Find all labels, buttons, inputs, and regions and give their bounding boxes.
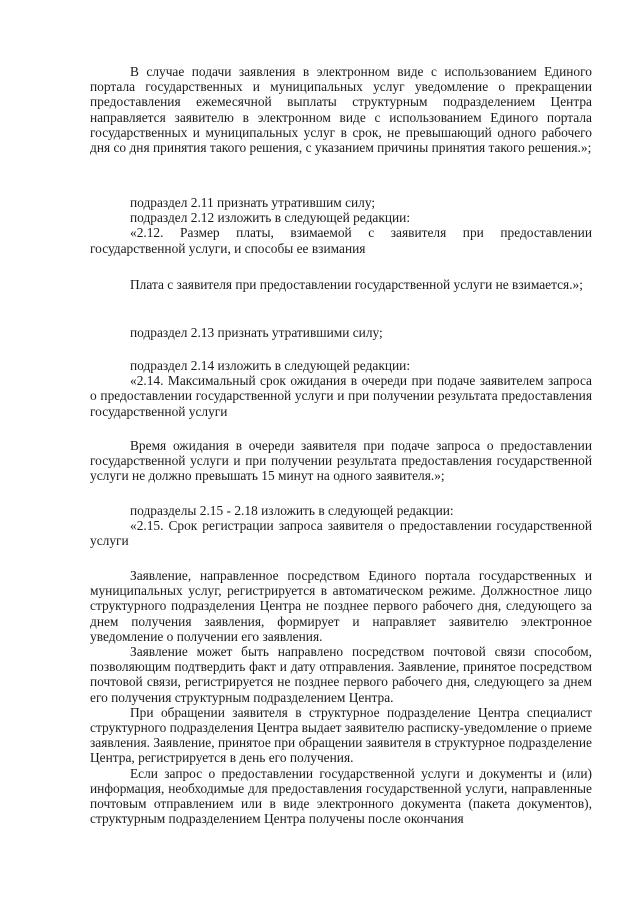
- paragraph-2-15-2-18-intro: подразделы 2.15 - 2.18 изложить в следующей редакции:: [130, 503, 454, 518]
- paragraph-registration-in-person: При обращении заявителя в структурное подразделение Центра специалист структурного подразделения Центра выдает заявителю расписку-уведомление о приеме заявления. Заявление, принятое при обращении заявителя в структурное подразделение Центра, регистрируется в день его получения.: [90, 704, 592, 766]
- paragraph-2-11-void: подраздел 2.11 признать утратившим силу;: [130, 195, 376, 210]
- section-2-14-block: [90, 358, 592, 419]
- paragraph-2-14-wait-time: Время ожидания в очереди заявителя при подаче запроса о предоставлении государственной услуги и при получении результата предоставления государственной услуги не должно превышать 15 минут на одного заявителя.»;: [90, 438, 592, 484]
- paragraph-2-12-fee: Плата с заявителя при предоставлении государственной услуги не взимается.»;: [130, 277, 583, 292]
- heading-2-12: «2.12. Размер платы, взимаемой с заявителя при предоставлении государственной услуги, и способы ее взимания: [90, 225, 592, 256]
- paragraph-registration-mail: Заявление может быть направлено посредством почтовой связи способом, позволяющим подтвердить факт и дату отправления. Заявление, принятое посредством почтовой связи, регистрируется не позднее первого рабочего дня, следующего за днем его получения структурным подразделением Центра.: [90, 644, 592, 705]
- heading-2-14: «2.14. Максимальный срок ожидания в очереди при подаче заявителем запроса о предоставлении государственной услуги и при получении результата предоставления государственной услуги: [90, 373, 592, 419]
- section-2-14-body-block: [90, 438, 592, 484]
- paragraph-2-12-intro: подраздел 2.12 изложить в следующей редакции:: [130, 210, 411, 226]
- section-2-15-body-block: [90, 568, 592, 826]
- section-2-12-body-block: [90, 277, 592, 292]
- paragraph-registration-portal: Заявление, направленное посредством Единого портала государственных и муниципальных услуг, регистрируется в автоматическом режиме. Должностное лицо структурного подразделения Центра не позднее первого рабочего дня, следующего за днем получения заявления, формирует и направляет заявителю электронное уведомление о получении его заявления.: [90, 568, 592, 644]
- section-2-11-2-12-block: [90, 195, 592, 256]
- paragraph-2-13-void: подраздел 2.13 признать утратившими силу;: [130, 325, 383, 340]
- section-2-13-block: [90, 325, 592, 340]
- paragraph-late-receipt: Если запрос о предоставлении государственной услуги и документы и (или) информация, необходимые для предоставления государственной услуги, направленные почтовым отправлением или в виде электронного документа (пакета документов), структурным подразделением Центра получены после окончания: [90, 765, 592, 827]
- heading-2-15: «2.15. Срок регистрации запроса заявителя о предоставлении государственной услуги: [90, 518, 592, 549]
- paragraph-2-14-intro: подраздел 2.14 изложить в следующей редакции:: [130, 358, 411, 373]
- paragraph-electronic-notification-block: [90, 64, 592, 155]
- paragraph-electronic-notification: В случае подачи заявления в электронном виде с использованием Единого портала государственных и муниципальных услуг уведомление о прекращении предоставления ежемесячной выплаты структурным подразделением Центра направляется заявителю в электронном виде с использованием Единого портала государственных и муниципальных услуг в срок, не превышающий одного рабочего дня со дня принятия такого решения, с указанием причины принятия такого решения.»;: [90, 64, 592, 156]
- section-2-15-block: [90, 503, 592, 549]
